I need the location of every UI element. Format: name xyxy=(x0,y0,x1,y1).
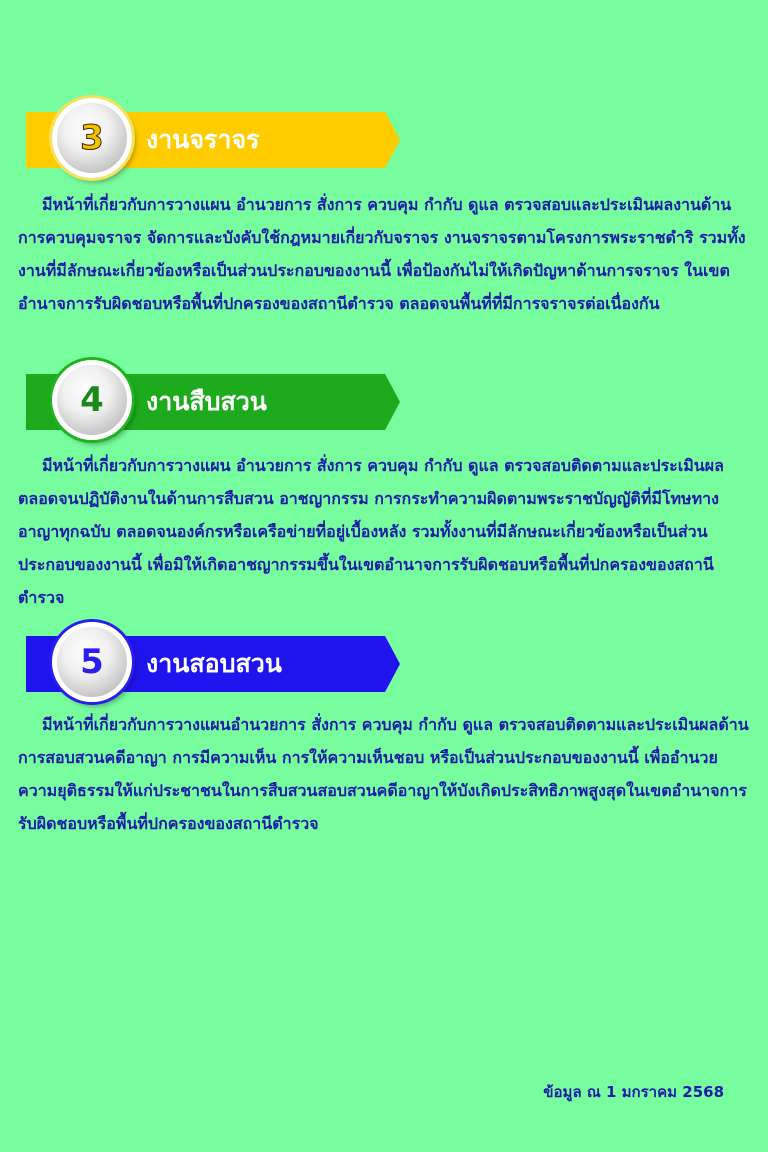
section-body-text: มีหน้าที่เกี่ยวกับการวางแผนอำนวยการ สั่งการ ควบคุม กำกับ ดูแล ตรวจสอบติดตามและประเมินผลด้านการสอบสวนคดีอาญา การมีความเห็น การให้ความเห็นชอบ หรือเป็นส่วนประกอบของงานนี้ เพื่ออำนวยความยุติธรรมให้แก่ประชาชนในการสืบสวนสอบสวนคดีอาญาให้บังเกิดประสิทธิภาพสูงสุดในเขตอำนาจการรับผิดชอบหรือพื้นที่ปกครองของสถานีตำรวจ xyxy=(18,715,749,833)
section-body-text: มีหน้าที่เกี่ยวกับการวางแผน อำนวยการ สั่งการ ควบคุม กำกับ ดูแล ตรวจสอบและประเมินผลงานด้านการควบคุมจราจร จัดการและบังคับใช้กฎหมายเกี่ยวกับจราจร งานจราจรตามโครงการพระราชดำริ รวมทั้งงานที่มีลักษณะเกี่ยวข้องหรือเป็นส่วนประกอบของงานนี้ เพื่อป้องกันไม่ให้เกิดปัญหาด้านการจราจร ในเขตอำนาจการรับผิดชอบหรือพื้นที่ปกครองของสถานีตำรวจ ตลอดจนพื้นที่ที่มีการจราจรต่อเนื่องกัน xyxy=(18,195,746,313)
section-title: งานจราจร xyxy=(146,125,260,154)
section-number: 3 xyxy=(80,118,104,158)
section-title: งานสอบสวน xyxy=(146,649,282,678)
section-body-text: มีหน้าที่เกี่ยวกับการวางแผน อำนวยการ สั่งการ ควบคุม กำกับ ดูแล ตรวจสอบติดตามและประเมินผล ตลอดจนปฏิบัติงานในด้านการสืบสวน อาชญากรรม การกระทำความผิดตามพระราชบัญญัติที่มีโทษทางอาญาทุกฉบับ ตลอดจนองค์กรหรือเครือข่ายที่อยู่เบื้องหลัง รวมทั้งงานที่มีลักษณะเกี่ยวข้องหรือเป็นส่วนประกอบของงานนี้ เพื่อมิให้เกิดอาชญากรรมขึ้นในเขตอำนาจการรับผิดชอบหรือพื้นที่ปกครองของสถานีตำรวจ xyxy=(18,456,724,607)
section-number-badge xyxy=(52,360,132,440)
section-header-investigation xyxy=(26,374,400,430)
section-header-inquiry xyxy=(26,636,400,692)
section-body-inquiry xyxy=(18,708,756,840)
section-body-traffic xyxy=(18,188,756,320)
data-date-note: ข้อมูล ณ 1 มกราคม 2568 xyxy=(543,1083,724,1101)
section-number: 4 xyxy=(80,380,104,420)
section-number-badge xyxy=(52,622,132,702)
section-header-traffic xyxy=(26,112,400,168)
section-number: 5 xyxy=(80,642,104,682)
section-body-investigation xyxy=(18,449,756,614)
section-number-badge xyxy=(52,98,132,178)
section-title: งานสืบสวน xyxy=(146,387,267,416)
